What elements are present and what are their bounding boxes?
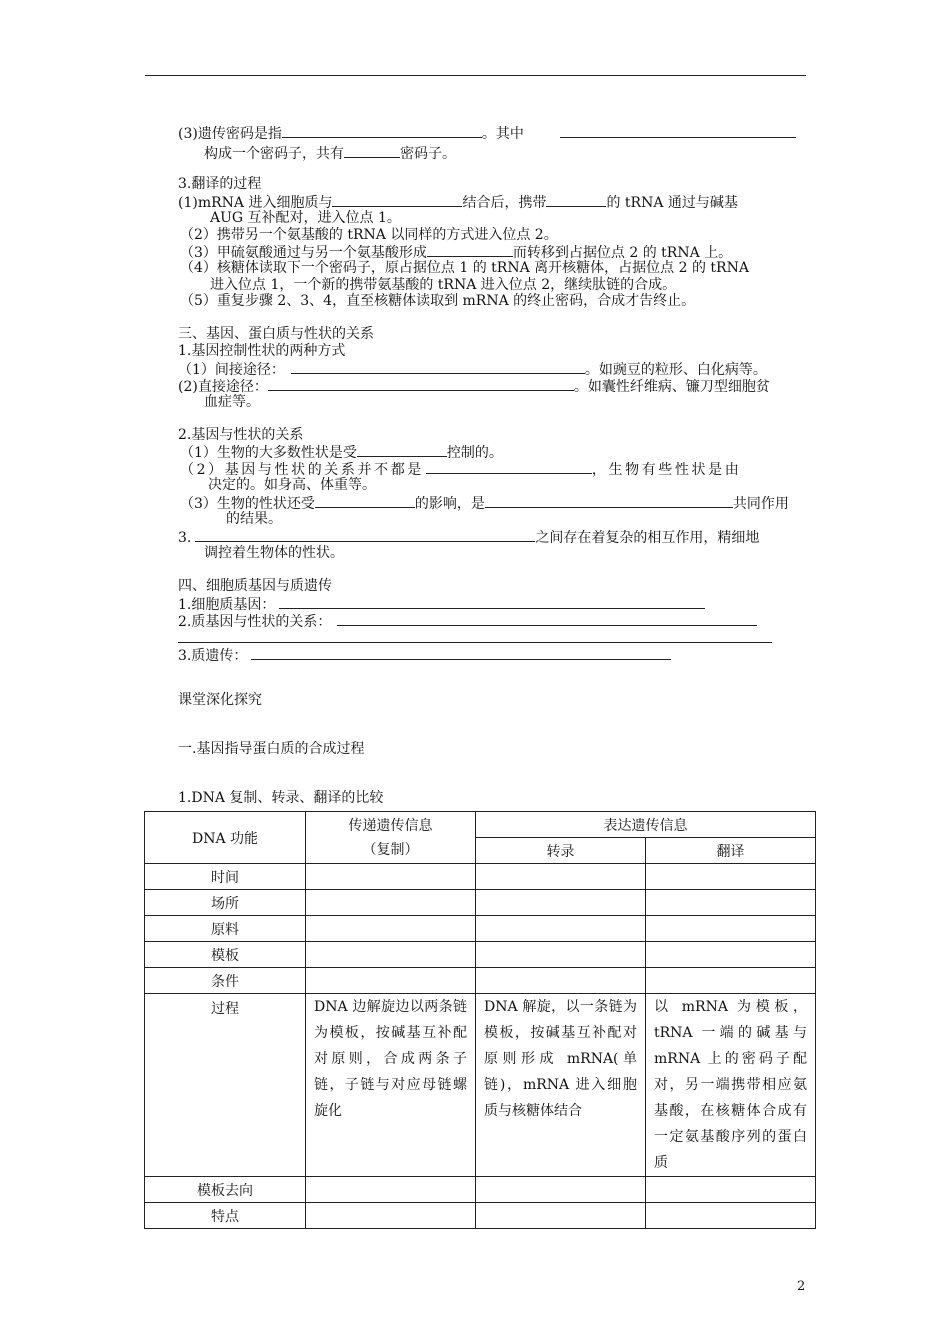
translation-heading: 3.翻译的过程 bbox=[178, 176, 262, 192]
plasmagene-trait-label: 2.质基因与性状的关系： bbox=[178, 614, 332, 630]
blank-indirect-path[interactable] bbox=[291, 360, 585, 374]
cytoplasm-gene-label: 1.细胞质基因： bbox=[178, 597, 276, 613]
blank-ribosome[interactable] bbox=[332, 193, 462, 207]
cell-template-transcription[interactable] bbox=[476, 942, 646, 968]
cell-material-transcription[interactable] bbox=[476, 916, 646, 942]
blank-joint-action[interactable] bbox=[485, 494, 733, 508]
relation-2-text-b: ，生物有些性状是由 bbox=[591, 462, 742, 478]
direct-path bbox=[178, 377, 770, 396]
indirect-examples: 。如豌豆的粒形、白化病等。 bbox=[584, 362, 767, 378]
step1-text-b: 结合后，携带 bbox=[462, 195, 547, 211]
blank-codon-count[interactable] bbox=[344, 144, 400, 158]
genetic-code-prompt: (3)遗传密码是指 bbox=[178, 126, 282, 142]
header-translation: 翻译 bbox=[646, 838, 816, 864]
row-label-process: 过程 bbox=[145, 994, 306, 1177]
table-caption: 1.DNA 复制、转录、翻译的比较 bbox=[178, 790, 384, 806]
explore-title: 课堂深化探究 bbox=[178, 692, 262, 708]
cell-place-translation[interactable] bbox=[646, 890, 816, 916]
cell-template-replication[interactable] bbox=[306, 942, 476, 968]
gene-trait-heading: 2.基因与性状的关系 bbox=[178, 427, 304, 443]
step1-text-a: (1)mRNA 进入细胞质与 bbox=[178, 195, 333, 211]
table-header-row bbox=[145, 812, 816, 838]
blank-cytoplasm-gene[interactable] bbox=[279, 595, 705, 609]
interaction-cont: 调控着生物体的性状。 bbox=[204, 545, 344, 561]
genetic-code-among: 。其中 bbox=[481, 126, 524, 142]
cell-feature-transcription[interactable] bbox=[476, 1203, 646, 1229]
relation-1-text-a: （1）生物的大多数性状是受 bbox=[180, 445, 357, 461]
cytoplasmic-inheritance-label: 3.质遗传： bbox=[178, 648, 248, 664]
page-number: 2 bbox=[797, 1279, 806, 1294]
section-four-heading: 四、细胞质基因与质遗传 bbox=[178, 578, 332, 594]
translation-step-4-cont: 进入位点 1，一个新的携带氨基酸的 tRNA 进入位点 2，继续肽链的合成。 bbox=[210, 277, 677, 293]
comparison-table bbox=[144, 811, 816, 1229]
cell-process-transcription: DNA 解旋，以一条链为模板，按碱基互补配对原则形成 mRNA(单链)，mRNA 进入细胞质与核糖体结合 bbox=[476, 994, 646, 1177]
direct-examples: 。如囊性纤维病、镰刀型细胞贫 bbox=[573, 379, 770, 395]
table-row bbox=[145, 916, 816, 942]
translation-step-5: （5）重复步骤 2、3、4，直至核糖体读取到 mRNA 的终止密码，合成才告终止。 bbox=[180, 293, 696, 309]
table-row bbox=[145, 890, 816, 916]
cell-template-direction-replication[interactable] bbox=[306, 1177, 476, 1203]
header-pass-info-line-2: （复制） bbox=[362, 841, 419, 858]
cell-place-replication[interactable] bbox=[306, 890, 476, 916]
row-label-condition: 条件 bbox=[145, 968, 306, 994]
row-label-place: 场所 bbox=[145, 890, 306, 916]
cell-template-direction-translation[interactable] bbox=[646, 1177, 816, 1203]
cell-condition-replication[interactable] bbox=[306, 968, 476, 994]
explore-section-heading: 一.基因指导蛋白质的合成过程 bbox=[178, 741, 365, 757]
blank-methionine[interactable] bbox=[546, 193, 606, 207]
header-pass-info-line-1: 传递遗传信息 bbox=[348, 817, 433, 834]
cell-condition-translation[interactable] bbox=[646, 968, 816, 994]
cell-process-replication: DNA 边解旋边以两条链为模板，按碱基互补配对原则，合成两条子链，子链与对应母链螺旋化 bbox=[306, 994, 476, 1177]
blank-genetic-code-definition[interactable] bbox=[282, 124, 482, 138]
row-label-template: 模板 bbox=[145, 942, 306, 968]
blank-linear-relation[interactable] bbox=[426, 460, 592, 474]
header-pass-info bbox=[306, 812, 476, 864]
cell-template-direction-transcription[interactable] bbox=[476, 1177, 646, 1203]
table-row bbox=[145, 968, 816, 994]
relation-3-text-a: （3）生物的性状还受 bbox=[180, 496, 315, 512]
translation-step-2: （2）携带另一个氨基酸的 tRNA 以同样的方式进入位点 2。 bbox=[180, 227, 558, 243]
row-label-feature: 特点 bbox=[145, 1203, 306, 1229]
header-rule bbox=[145, 75, 806, 76]
header-express-info: 表达遗传信息 bbox=[476, 812, 816, 838]
translation-step-1-cont: AUG 互补配对，进入位点 1。 bbox=[210, 210, 401, 226]
cell-condition-transcription[interactable] bbox=[476, 968, 646, 994]
codon-count-prompt: 构成一个密码子，共有 bbox=[204, 146, 344, 162]
table-row-process bbox=[145, 994, 816, 1177]
table-row bbox=[145, 1203, 816, 1229]
row-label-material: 原料 bbox=[145, 916, 306, 942]
cell-time-translation[interactable] bbox=[646, 864, 816, 890]
cell-material-translation[interactable] bbox=[646, 916, 816, 942]
step1-text-c: 的 tRNA 通过与碱基 bbox=[606, 195, 738, 211]
direct-label: (2)直接途径： bbox=[178, 379, 268, 395]
blank-cytoplasmic-inheritance[interactable] bbox=[251, 646, 671, 660]
cell-time-transcription[interactable] bbox=[476, 864, 646, 890]
relation-2-text-a: （2）基因与性状的关系并不都是 bbox=[180, 462, 424, 478]
step3-text-b: 而转移到占据位点 2 的 tRNA 上。 bbox=[512, 245, 733, 261]
row-label-template-direction: 模板去向 bbox=[145, 1177, 306, 1203]
cell-time-replication[interactable] bbox=[306, 864, 476, 890]
blank-single-gene[interactable] bbox=[357, 443, 447, 457]
table-row bbox=[145, 864, 816, 890]
table-row bbox=[145, 1177, 816, 1203]
blank-peptide-bond[interactable] bbox=[427, 243, 513, 257]
blank-plasmagene-trait-cont[interactable] bbox=[178, 629, 772, 643]
blank-environment[interactable] bbox=[315, 494, 415, 508]
codon-count-tail: 密码子。 bbox=[400, 146, 456, 162]
step3-text-a: （3）甲硫氨酸通过与另一个氨基酸形成 bbox=[180, 245, 427, 261]
header-dna-function: DNA 功能 bbox=[145, 812, 306, 864]
interaction-text: 之间存在着复杂的相互作用，精细地 bbox=[535, 530, 760, 546]
cell-place-transcription[interactable] bbox=[476, 890, 646, 916]
relation-3-text-b: 的影响，是 bbox=[414, 496, 485, 512]
interaction-number: 3. bbox=[178, 530, 192, 546]
cell-feature-translation[interactable] bbox=[646, 1203, 816, 1229]
direct-path-cont: 血症等。 bbox=[204, 394, 260, 410]
relation-1-text-b: 控制的。 bbox=[446, 445, 503, 461]
cell-template-translation[interactable] bbox=[646, 942, 816, 968]
blank-plasmagene-trait[interactable] bbox=[337, 612, 757, 626]
blank-genetic-code-bases[interactable] bbox=[560, 124, 796, 138]
table-row bbox=[145, 942, 816, 968]
relation-2-cont: 决定的。如身高、体重等。 bbox=[208, 477, 376, 493]
cell-feature-replication[interactable] bbox=[306, 1203, 476, 1229]
cell-material-replication[interactable] bbox=[306, 916, 476, 942]
indirect-label: （1）间接途径： bbox=[178, 362, 285, 378]
blank-direct-path[interactable] bbox=[268, 377, 574, 391]
genetic-code-line-1 bbox=[178, 124, 796, 143]
cell-process-translation: 以 mRNA 为模板，tRNA 一端的碱基与 mRNA 上的密码子配对，另一端携带相应氨基酸，在核糖体合成有一定氨基酸序列的蛋白质 bbox=[646, 994, 816, 1177]
blank-interaction[interactable] bbox=[195, 528, 535, 542]
translation-step-4: （4）核糖体读取下一个密码子，原占据位点 1 的 tRNA 离开核糖体，占据位点 2 的 tRNA bbox=[180, 260, 749, 276]
header-transcription: 转录 bbox=[476, 838, 646, 864]
genetic-code-line-2 bbox=[204, 144, 456, 163]
row-label-time: 时间 bbox=[145, 864, 306, 890]
relation-3-cont: 的结果。 bbox=[226, 511, 282, 527]
relation-3-text-c: 共同作用 bbox=[732, 496, 789, 512]
section-three-heading: 三、基因、蛋白质与性状的关系 bbox=[178, 326, 374, 342]
cytoplasmic-inheritance bbox=[178, 646, 671, 665]
control-modes-heading: 1.基因控制性状的两种方式 bbox=[178, 343, 346, 359]
